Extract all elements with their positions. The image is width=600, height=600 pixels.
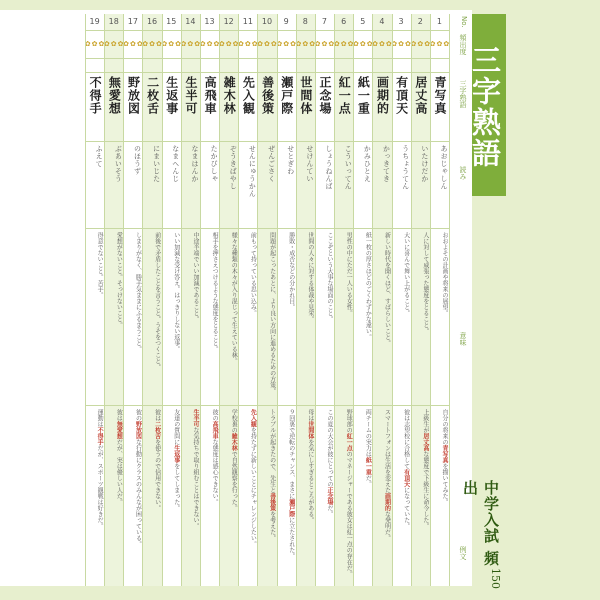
star-icon: ✿ bbox=[238, 40, 244, 48]
idiom-reading: しょうねんば bbox=[325, 145, 334, 190]
idiom-word: 不得手 bbox=[88, 76, 103, 115]
idiom-reading: ぞうきばやし bbox=[229, 145, 238, 190]
column-divider bbox=[392, 14, 393, 586]
idiom-meaning: 中途半端でいい加減であること。 bbox=[191, 232, 199, 322]
column-divider bbox=[372, 14, 373, 586]
idiom-reading: ぶあいそう bbox=[114, 145, 123, 183]
idiom-meaning: 大いに喜んで舞い上がること。 bbox=[402, 232, 410, 316]
star-icon: ✿ bbox=[251, 40, 258, 48]
idiom-example: 自分の将来の青写真を描いてみた。 bbox=[440, 409, 448, 505]
idiom-word: 雑木林 bbox=[222, 76, 237, 115]
example-highlight: 不得手 bbox=[96, 427, 104, 445]
star-icon: ✿ bbox=[333, 40, 340, 48]
star-icon: ✿ bbox=[405, 40, 411, 48]
star-icon: ✿ bbox=[328, 40, 335, 48]
frequency-stars bbox=[238, 35, 257, 53]
idiom-meaning: 相手を押さえつけるような態度をとること。 bbox=[211, 232, 219, 352]
row-divider bbox=[85, 405, 449, 406]
row-divider bbox=[85, 30, 449, 31]
frequency-stars bbox=[392, 35, 411, 53]
frequency-stars bbox=[200, 35, 219, 53]
idiom-word: 善後策 bbox=[260, 76, 275, 115]
example-highlight: 生返事 bbox=[172, 445, 180, 463]
idiom-meaning: 人に対して威張った態度をとること。 bbox=[421, 232, 429, 334]
entry-number: 13 bbox=[204, 17, 215, 26]
column-divider bbox=[257, 14, 258, 586]
star-icon: ✿ bbox=[314, 40, 321, 48]
idiom-reading: にまいじた bbox=[152, 145, 161, 183]
meaning-column-label: 意味 bbox=[459, 332, 467, 346]
word-table bbox=[85, 14, 449, 586]
example-highlight: 野放図 bbox=[134, 421, 142, 439]
idiom-example: 母は世間体を気にしすぎるところがある。 bbox=[306, 409, 314, 523]
idiom-reading: うちょうてん bbox=[401, 145, 410, 190]
column-divider bbox=[142, 14, 143, 586]
frequency-stars bbox=[296, 35, 315, 53]
star-icon: ✿ bbox=[264, 40, 270, 48]
idiom-reading: こういってん bbox=[344, 145, 353, 190]
star-icon: ✿ bbox=[410, 40, 417, 48]
entry-number: 3 bbox=[398, 17, 404, 26]
column-divider bbox=[353, 14, 354, 586]
idiom-word: 画期的 bbox=[375, 76, 390, 115]
entry-number: 8 bbox=[302, 17, 308, 26]
entry-number: 4 bbox=[379, 17, 385, 26]
idiom-example: 野球部の紅一点のマネージャーである彼女は紅一点の存在だ。 bbox=[345, 409, 353, 577]
idiom-meaning: 前もって持っている思い込み。 bbox=[249, 232, 257, 316]
star-icon: ✿ bbox=[424, 40, 431, 48]
star-icon: ✿ bbox=[290, 40, 296, 48]
example-highlight: 二枚舌 bbox=[153, 421, 161, 439]
idiom-meaning: 世間の人々に対する体裁や見栄。 bbox=[306, 232, 314, 322]
column-divider bbox=[104, 14, 105, 586]
example-highlight: 生半可 bbox=[191, 409, 199, 427]
example-highlight: 無愛想 bbox=[115, 421, 123, 439]
column-divider bbox=[200, 14, 201, 586]
entry-number: 1 bbox=[436, 17, 442, 26]
star-icon: ✿ bbox=[142, 40, 149, 48]
entry-number: 18 bbox=[108, 17, 119, 26]
idiom-example: ９回裏で逆転のチャンス、まさに瀬戸際に立たされた。 bbox=[287, 409, 295, 559]
idiom-word: 世間体 bbox=[298, 76, 313, 115]
column-divider bbox=[315, 14, 316, 586]
freq-column-label: 頻出度 bbox=[459, 34, 467, 55]
star-icon: ✿ bbox=[155, 40, 162, 48]
idiom-example: 生半可な気持ちで取り組むことはできない。 bbox=[191, 409, 199, 529]
entry-number: 16 bbox=[146, 17, 158, 26]
star-icon: ✿ bbox=[417, 40, 424, 48]
frequency-stars bbox=[104, 35, 123, 53]
column-divider bbox=[277, 14, 278, 586]
frequency-stars bbox=[372, 35, 391, 53]
entry-number: 17 bbox=[127, 17, 138, 26]
idiom-reading: かっきてき bbox=[382, 145, 391, 183]
star-icon: ✿ bbox=[352, 40, 359, 48]
star-icon: ✿ bbox=[321, 40, 328, 48]
no-column-label: No. bbox=[460, 16, 468, 28]
entry-number: 9 bbox=[283, 17, 289, 26]
idiom-word: 先入観 bbox=[241, 76, 256, 115]
word-column-label: 三字熟語 bbox=[459, 80, 467, 108]
star-icon: ✿ bbox=[295, 40, 302, 48]
idiom-example: 彼は無愛想だが、実は優しい人だ。 bbox=[115, 409, 123, 505]
page-subtitle: 中学入試 頻出 bbox=[461, 480, 500, 567]
column-divider bbox=[411, 14, 412, 586]
entry-number: 10 bbox=[261, 17, 273, 26]
idiom-example: 彼は志望校に合格して有頂天になっていた。 bbox=[402, 409, 410, 529]
idiom-word: 高飛車 bbox=[203, 76, 218, 115]
column-divider bbox=[430, 14, 431, 586]
idiom-meaning: 得意でないこと。苦手。 bbox=[96, 232, 104, 298]
example-highlight: 善後策 bbox=[268, 493, 276, 511]
column-divider bbox=[449, 14, 450, 586]
example-highlight: 瀬戸際 bbox=[287, 499, 295, 517]
star-icon: ✿ bbox=[84, 40, 91, 48]
star-icon: ✿ bbox=[347, 40, 354, 48]
star-icon: ✿ bbox=[91, 40, 98, 48]
idiom-meaning: ここぞという大事な場面のこと。 bbox=[326, 232, 334, 322]
column-divider bbox=[123, 14, 124, 586]
star-icon: ✿ bbox=[136, 40, 143, 48]
star-icon: ✿ bbox=[129, 40, 136, 48]
idiom-word: 紅一点 bbox=[337, 76, 352, 115]
frequency-stars bbox=[411, 35, 430, 53]
example-highlight: 雑木林 bbox=[230, 433, 238, 451]
idiom-reading: たかびしゃ bbox=[210, 145, 219, 183]
column-divider bbox=[334, 14, 335, 586]
idiom-reading: のほうず bbox=[133, 145, 142, 175]
frequency-stars bbox=[123, 35, 142, 53]
star-icon: ✿ bbox=[206, 40, 213, 48]
star-icon: ✿ bbox=[123, 40, 129, 48]
example-highlight: 紙一重 bbox=[364, 457, 372, 475]
reading-column-label: 読み bbox=[459, 166, 467, 180]
idiom-example: 彼の高飛車な態度は感心できない。 bbox=[211, 409, 219, 505]
idiom-example: トラブルが起きたので、先生と善後策を考えた。 bbox=[268, 409, 276, 541]
example-highlight: 青写真 bbox=[440, 445, 448, 463]
idiom-example: 先入観を持たずに新しいことにチャレンジしたい。 bbox=[249, 409, 257, 547]
example-highlight: 有頂天 bbox=[402, 469, 410, 487]
column-divider bbox=[219, 14, 220, 586]
page-title: 三字熟語 bbox=[468, 45, 502, 169]
idiom-meaning: 前後で矛盾したことを言うこと。うそをつくこと。 bbox=[153, 232, 161, 370]
idiom-meaning: いい加減な受け答え。はっきりしない返事。 bbox=[172, 232, 180, 352]
star-icon: ✿ bbox=[309, 40, 316, 48]
star-icon: ✿ bbox=[110, 40, 117, 48]
star-icon: ✿ bbox=[98, 40, 105, 48]
entry-number: 19 bbox=[89, 17, 100, 26]
star-icon: ✿ bbox=[117, 40, 124, 48]
column-divider bbox=[296, 14, 297, 586]
idiom-reading: せとぎわ bbox=[286, 145, 295, 175]
idiom-reading: なまへんじ bbox=[171, 145, 180, 183]
example-highlight: 画期的 bbox=[383, 493, 391, 511]
star-icon: ✿ bbox=[302, 40, 309, 48]
column-divider bbox=[238, 14, 239, 586]
idiom-example: 学校裏の雑木林で自然観察を行った。 bbox=[230, 409, 238, 511]
star-icon: ✿ bbox=[429, 40, 436, 48]
idiom-word: 瀬戸際 bbox=[279, 76, 294, 115]
idiom-word: 無愛想 bbox=[107, 76, 122, 115]
idiom-word: 有頂天 bbox=[394, 76, 409, 115]
entry-number: 5 bbox=[360, 17, 366, 26]
star-icon: ✿ bbox=[161, 40, 168, 48]
frequency-stars bbox=[334, 35, 353, 53]
idiom-word: 紙一重 bbox=[356, 76, 371, 115]
star-icon: ✿ bbox=[391, 40, 398, 48]
idiom-reading: かみひとえ bbox=[363, 145, 372, 183]
frequency-stars bbox=[353, 35, 372, 53]
idiom-example: 友達の質問に生返事をしてしまった。 bbox=[172, 409, 180, 511]
frequency-stars bbox=[430, 35, 449, 53]
example-highlight: 先入観 bbox=[249, 409, 257, 427]
idiom-example: スマートフォンは生活を変えた画期的な発明だ。 bbox=[383, 409, 391, 541]
example-column-label: 例文 bbox=[459, 546, 467, 560]
idiom-meaning: 紙一枚の厚さほどのごくわずかな違い。 bbox=[364, 232, 372, 340]
entry-number: 14 bbox=[185, 17, 196, 26]
example-highlight: 居丈高 bbox=[421, 433, 429, 451]
row-divider bbox=[85, 141, 449, 142]
column-divider bbox=[181, 14, 182, 586]
example-highlight: 正念場 bbox=[326, 487, 334, 505]
idiom-meaning: 新しい時代を開くほど、すばらしいこと。 bbox=[383, 232, 391, 346]
star-icon: ✿ bbox=[359, 40, 366, 48]
idiom-meaning: 問題が起こったあとに、より良い方向に進めるための方策。 bbox=[268, 232, 276, 394]
star-icon: ✿ bbox=[257, 40, 264, 48]
star-icon: ✿ bbox=[443, 40, 450, 48]
entry-count: 150 bbox=[489, 568, 502, 589]
row-divider bbox=[85, 58, 449, 59]
idiom-example: 両チームの実力は紙一重だ。 bbox=[364, 409, 372, 487]
idiom-example: 運動は不得手だが、スポーツ観戦は好きだ。 bbox=[96, 409, 104, 529]
frequency-stars bbox=[181, 35, 200, 53]
entry-number: 2 bbox=[417, 17, 423, 26]
star-icon: ✿ bbox=[218, 40, 225, 48]
star-icon: ✿ bbox=[213, 40, 220, 48]
star-icon: ✿ bbox=[398, 40, 405, 48]
idiom-word: 正念場 bbox=[318, 76, 333, 115]
idiom-reading: せけんてい bbox=[305, 145, 314, 183]
frequency-stars bbox=[85, 35, 104, 53]
star-icon: ✿ bbox=[175, 40, 182, 48]
idiom-word: 居丈高 bbox=[413, 76, 428, 115]
idiom-example: 彼の野放図な行動にクラスのみんなが困っている。 bbox=[134, 409, 142, 547]
frequency-stars bbox=[257, 35, 276, 53]
star-icon: ✿ bbox=[283, 40, 290, 48]
column-divider bbox=[85, 14, 86, 586]
entry-number: 6 bbox=[341, 17, 347, 26]
star-icon: ✿ bbox=[232, 40, 239, 48]
idiom-example: 上級生が居丈高な態度で下級生に命令した。 bbox=[421, 409, 429, 529]
star-icon: ✿ bbox=[276, 40, 283, 48]
star-icon: ✿ bbox=[149, 40, 155, 48]
star-icon: ✿ bbox=[270, 40, 277, 48]
idiom-word: 青写真 bbox=[432, 76, 447, 115]
idiom-example: 彼は二枚舌を使うので信用できない。 bbox=[153, 409, 161, 511]
idiom-reading: ふえて bbox=[95, 145, 104, 168]
example-highlight: 世間体 bbox=[306, 421, 314, 439]
idiom-word: 生返事 bbox=[164, 76, 179, 115]
star-icon: ✿ bbox=[385, 40, 392, 48]
star-icon: ✿ bbox=[194, 40, 201, 48]
idiom-reading: ぜんごさく bbox=[267, 145, 276, 183]
idiom-meaning: おおよその計画や将来の展望。 bbox=[440, 232, 448, 316]
entry-number: 15 bbox=[166, 17, 177, 26]
entry-number: 7 bbox=[321, 17, 328, 26]
frequency-stars bbox=[219, 35, 238, 53]
idiom-meaning: 男性の中にただ一人いる女性。 bbox=[345, 232, 353, 316]
star-icon: ✿ bbox=[372, 40, 378, 48]
star-icon: ✿ bbox=[379, 40, 385, 48]
frequency-stars bbox=[162, 35, 181, 53]
idiom-meaning: しまりがなく、勝手気ままにふるまうこと。 bbox=[134, 232, 142, 352]
star-icon: ✿ bbox=[103, 40, 110, 48]
frequency-stars bbox=[142, 35, 161, 53]
entry-number: 12 bbox=[223, 17, 234, 26]
idiom-reading: せんにゅうかん bbox=[248, 145, 257, 198]
frequency-stars bbox=[315, 35, 334, 53]
idiom-reading: あおじゃしん bbox=[439, 145, 448, 190]
example-highlight: 高飛車 bbox=[211, 421, 219, 439]
idiom-reading: いたけだか bbox=[420, 145, 429, 183]
idiom-reading: なまはんか bbox=[190, 145, 199, 183]
idiom-meaning: 勝敗・成否などの分かれ目。 bbox=[287, 232, 295, 310]
idiom-meaning: 様々な種類の木々が入り混じって生えている林。 bbox=[230, 232, 238, 364]
idiom-example: この夏の大会が彼にとっての正念場だ。 bbox=[326, 409, 334, 517]
star-icon: ✿ bbox=[180, 40, 187, 48]
star-icon: ✿ bbox=[366, 40, 373, 48]
idiom-word: 野放図 bbox=[126, 76, 141, 115]
star-icon: ✿ bbox=[199, 40, 206, 48]
entry-number: 11 bbox=[242, 17, 253, 26]
star-icon: ✿ bbox=[436, 40, 443, 48]
idiom-word: 生半可 bbox=[183, 76, 198, 115]
row-divider bbox=[85, 228, 449, 229]
star-icon: ✿ bbox=[187, 40, 194, 48]
star-icon: ✿ bbox=[225, 40, 232, 48]
idiom-word: 二枚舌 bbox=[145, 76, 160, 115]
star-icon: ✿ bbox=[244, 40, 251, 48]
star-icon: ✿ bbox=[168, 40, 175, 48]
row-divider bbox=[85, 72, 449, 73]
idiom-meaning: 愛想がないこと。そっけないこと。 bbox=[115, 232, 123, 328]
frequency-stars bbox=[277, 35, 296, 53]
star-icon: ✿ bbox=[340, 40, 347, 48]
example-highlight: 紅一点 bbox=[345, 433, 353, 451]
column-divider bbox=[162, 14, 163, 586]
